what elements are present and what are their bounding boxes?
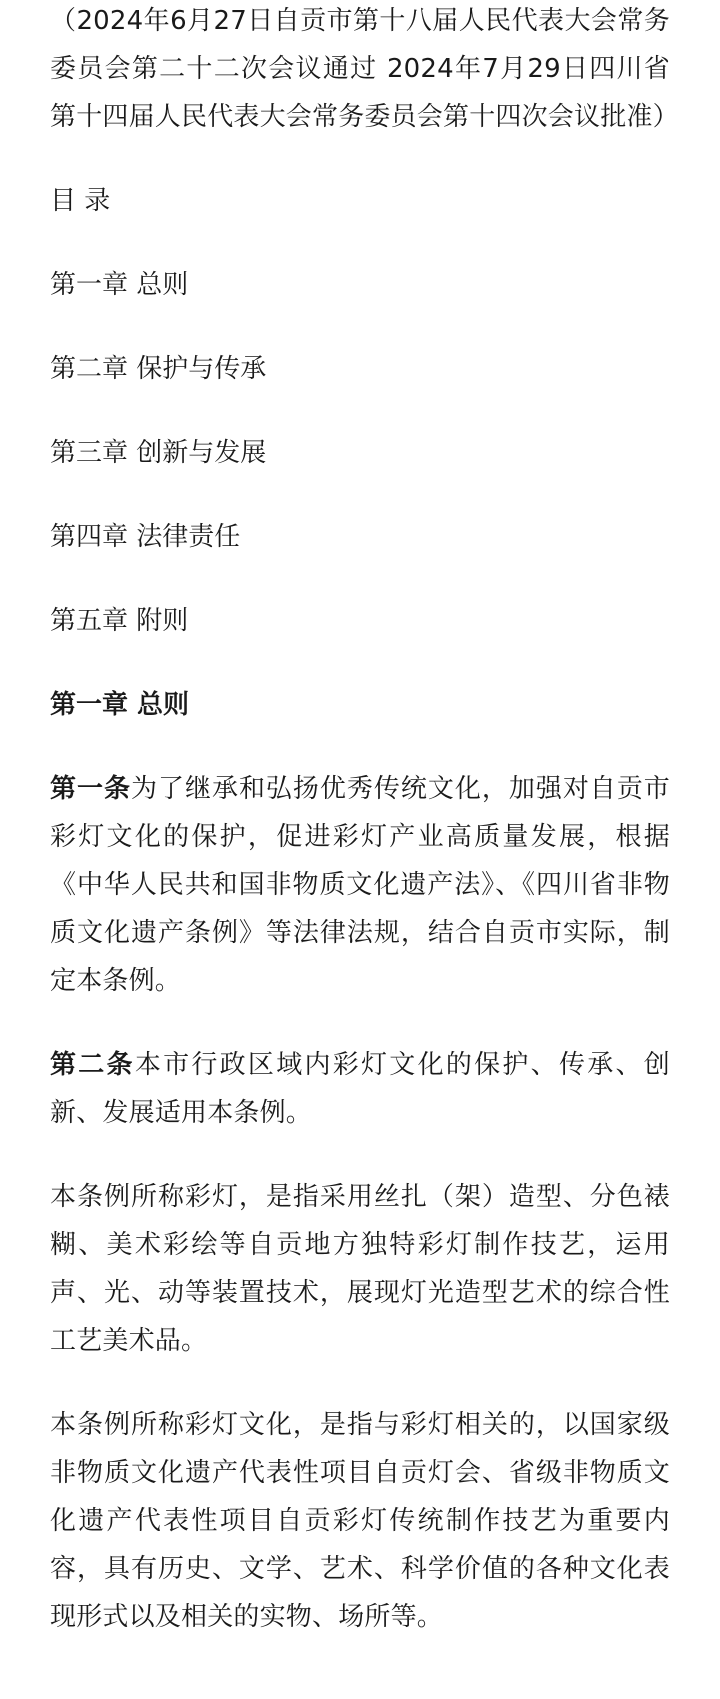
chapter-heading: 第一章 总则 — [50, 690, 190, 720]
toc-item-chapter-2: 第二章 保护与传承 — [50, 354, 267, 384]
article-2-label: 第二条 — [50, 1050, 135, 1080]
toc-item-chapter-3: 第三章 创新与发展 — [50, 438, 267, 468]
article-2-text: 本市行政区域内彩灯文化的保护、传承、创新、发展适用本条例。 — [50, 1050, 670, 1128]
article-1-label: 第一条 — [50, 774, 131, 804]
toc-item-chapter-5: 第五章 附则 — [50, 606, 189, 636]
article-1-text: 为了继承和弘扬优秀传统文化，加强对自贡市彩灯文化的保护，促进彩灯产业高质量发展，根据《中华人民共和国非物质文化遗产法》、《四川省非物质文化遗产条例》等法律法规，结合自贡市实际，制定本条例。 — [50, 774, 670, 996]
article-2-paragraph-3: 本条例所称彩灯文化，是指与彩灯相关的，以国家级非物质文化遗产代表性项目自贡灯会、省级非物质文化遗产代表性项目自贡彩灯传统制作技艺为重要内容，具有历史、文学、艺术、科学价值的各种文化表现形式以及相关的实物、场所等。 — [50, 1410, 670, 1632]
toc-item-chapter-1: 第一章 总则 — [50, 270, 189, 300]
article-2-paragraph-2: 本条例所称彩灯，是指采用丝扎（架）造型、分色裱糊、美术彩绘等自贡地方独特彩灯制作技艺，运用声、光、动等装置技术，展现灯光造型艺术的综合性工艺美术品。 — [50, 1182, 670, 1356]
toc-item-chapter-4: 第四章 法律责任 — [50, 522, 241, 552]
article-2 — [50, 1041, 670, 1137]
toc-title: 目 录 — [50, 186, 111, 216]
adoption-note: （2024年6月27日自贡市第十八届人民代表大会常务委员会第二十二次会议通过 2024年7月29日四川省第十四届人民代表大会常务委员会第十四次会议批准） — [50, 6, 679, 132]
article-1 — [50, 765, 670, 1005]
